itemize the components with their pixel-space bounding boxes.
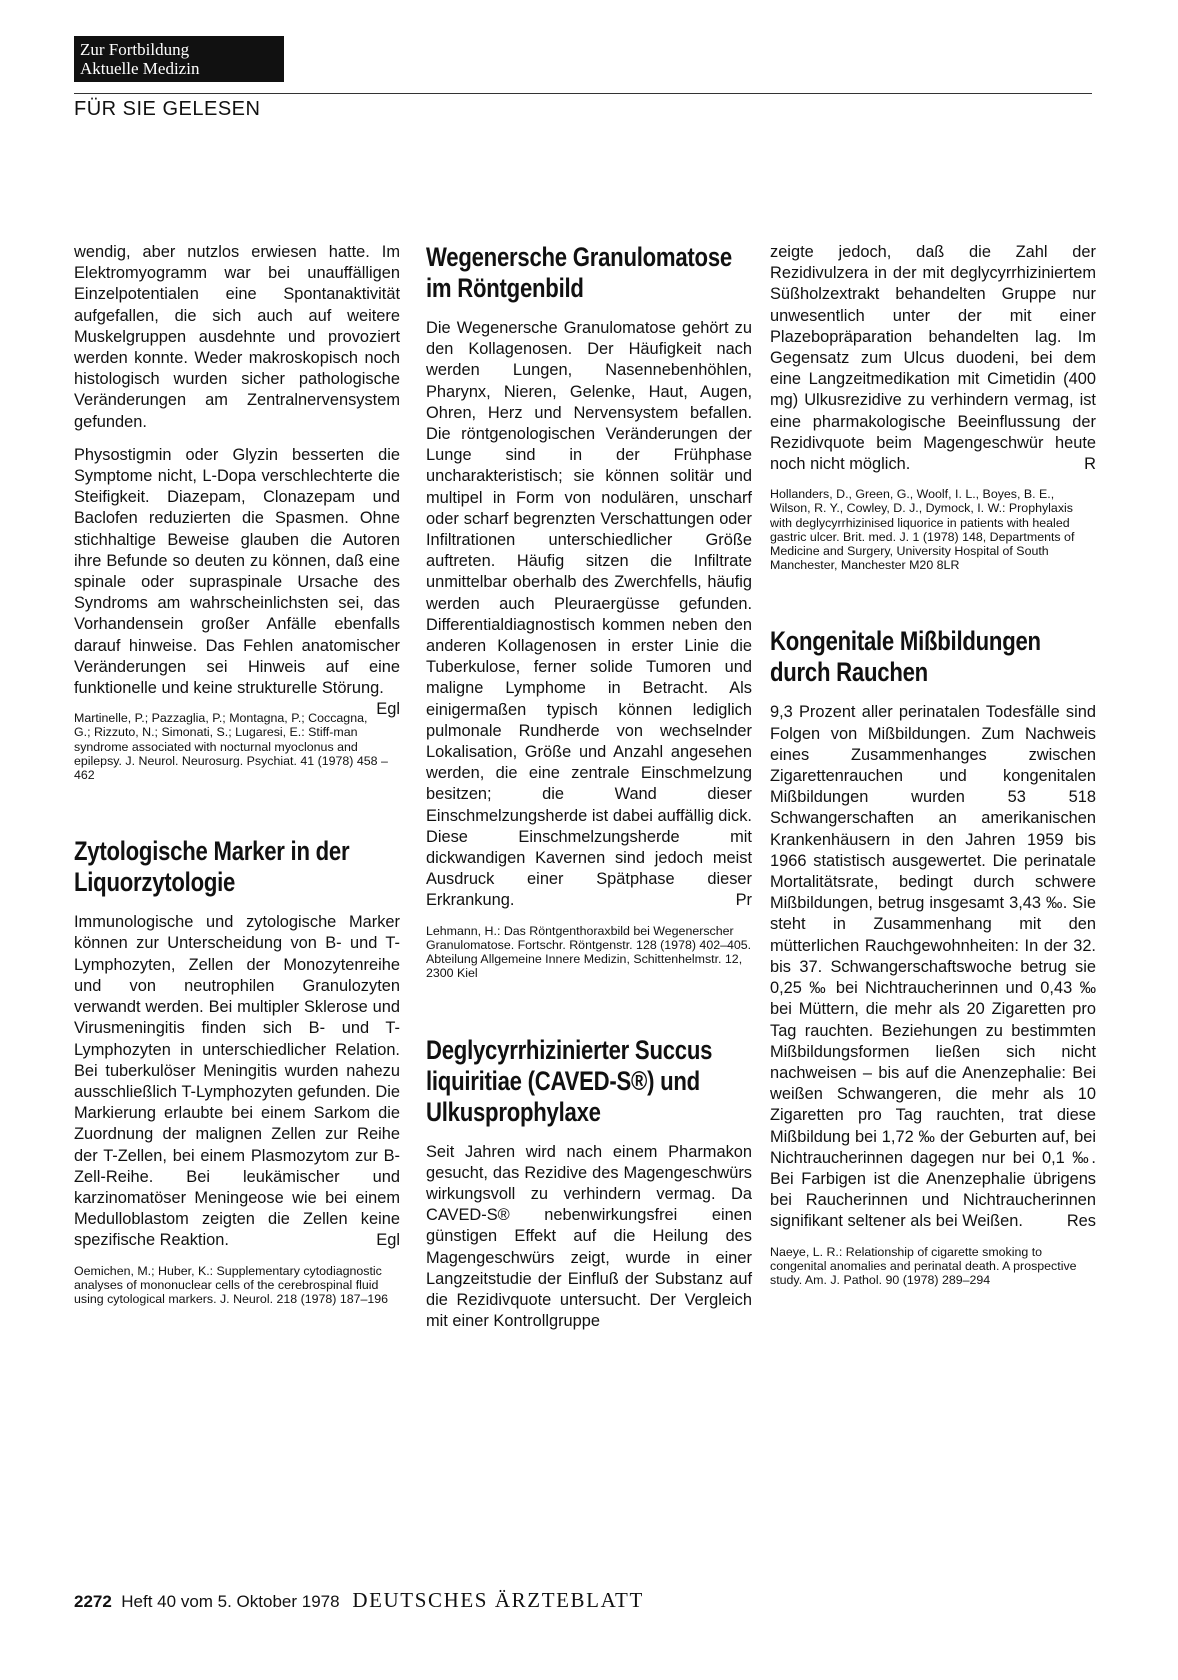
article-2-heading: Zytologische Marker in der Liquorzytologie	[74, 836, 350, 898]
article-4-heading: Deglycyrrhizinierter Succus liquiritiae (CAVED-S®) und Ulkusprophylaxe	[426, 1034, 713, 1127]
header-line-1: Zur Fortbildung	[80, 40, 190, 59]
article-2-paragraph	[74, 912, 400, 1251]
article-5-heading: Kongenitale Mißbildungen durch Rauchen	[770, 626, 1041, 688]
header-rule	[74, 93, 1092, 94]
article-4-continuation-text: zeigte jedoch, daß die Zahl der Rezidivulzera in der mit deglycyrrhiziniertem Süßholzextrakt behandelten Gruppe nur unwesentlich unter der mit einer Plazebopräparation behandelten lag. Im Gegensatz zum Ulcus duodeni, bei dem eine Langzeitmedikation mit Cimetidin (400 mg) Ulkusrezidive zu verhindern vermag, ist eine pharmakologische Beeinflussung der Rezidivquote beim Magengeschwür heute noch nicht möglich.	[770, 243, 1096, 474]
article-3-paragraph	[426, 318, 752, 912]
article-1-paragraph-1: wendig, aber nutzlos erwiesen hatte. Im Elektromyogramm war bei unauffälligen Einzelpotentialen eine Spontanaktivität aufgefallen, die sich auch auf weitere Muskelgruppen ausdehnte und provoziert werden konnte. Weder makroskopisch noch histologisch wurden sicher pathologische Veränderungen am Zentralnervensystem gefunden.	[74, 243, 400, 431]
article-1-paragraph-2-text: Physostigmin oder Glyzin besserten die Symptome nicht, L-Dopa verschlechterte die Steifigkeit. Diazepam, Clonazepam und Baclofen reduzierten die Spasmen. Ohne stichhaltige Beweise glauben die Autoren ihre Befunde so deuten zu können, daß eine spinale oder supraspinale Ursache des Syndroms am wahrscheinlichsten sei, das Vorhandensein großer Anfälle ebenfalls darauf hinweise. Das Fehlen anatomischer Veränderungen sei Hinweis auf eine funktionelle und keine strukturelle Störung.	[74, 445, 400, 698]
section-header-box	[74, 36, 284, 82]
article-2-paragraph-text: Immunologische und zytologische Marker können zur Unterscheidung von B- und T-Lymphozyten, Zellen der Monozytenreihe und von neutrophilen Granulozyten verwandt werden. Bei multipler Sklerose und Virusmeningitis finden sich B- und T-Lymphozyten in unterschiedlicher Relation. Bei tuberkulöser Meningitis wurden nahezu ausschließlich T-Lymphozyten gefunden. Die Markierung erlaubte bei einem Sarkom die Zuordnung der malignen Zellen zur Reihe der T-Zellen, bei einem Plasmozytom zur B-Zell-Reihe. Bei leukämischer und karzinomatöser Meningeose wie bei einem Medulloblastom zeigten die Zellen keine spezifische Reaktion.	[74, 913, 400, 1250]
article-5-paragraph-text: 9,3 Prozent aller perinatalen Todesfälle sind Folgen von Mißbildungen. Zum Nachweis eines Zusammenhanges zwischen Zigarettenrauchen und kongenitalen Mißbildungen wurden 53 518 Schwangerschaften an amerikanischen Krankenhäusern in den Jahren 1959 bis 1966 statistisch ausgewertet. Die perinatale Mortalitätsrate, bedingt durch schwere Mißbildungen, betrug insgesamt 3,43 ‰. Sie steht in Zusammenhang mit den mütterlichen Rauchgewohnheiten: In der 32. bis 37. Schwangerschaftswoche betrug sie 0,25 ‰ bei Nichtraucherinnen und 0,43 ‰ bei Müttern, die mehr als 20 Zigaretten pro Tag rauchten. Beziehungen zu bestimmten Mißbildungsformen ließen sich nicht nachweisen – bis auf die Anenzephalie: Bei weißen Schwangeren, die mehr als 10 Zigaretten pro Tag rauchten, trat diese Mißbildung bei 1,72 ‰ der Geburten auf, bei Nichtraucherinnen dagegen nur bei 0,1 ‰. Bei Farbigen ist die Anenzephalie übrigens bei Raucherinnen und Nichtraucherinnen signifikant seltener als bei Weißen.	[770, 703, 1096, 1231]
header-line-2: Aktuelle Medizin	[80, 59, 200, 78]
journal-name: DEUTSCHES ÄRZTEBLATT	[352, 1588, 644, 1612]
article-5-paragraph	[770, 702, 1096, 1232]
article-3-heading: Wegenersche Granulomatose im Röntgenbild	[426, 242, 732, 303]
article-1-reference: Martinelle, P.; Pazzaglia, P.; Montagna, P.; Coccagna, G.; Rizzuto, N.; Simonati, S.; Lugaresi, E.: Stiff-man syndrome associated with nocturnal myoclonus and epilepsy. J. Neurol. Neurosurg. Psychiat. 41 (1978) 458 – 462	[74, 711, 388, 783]
article-4-signature: R	[1084, 455, 1096, 474]
section-label: FÜR SIE GELESEN	[74, 98, 261, 120]
article-5-signature: Res	[1066, 1212, 1096, 1231]
article-4-reference: Hollanders, D., Green, G., Woolf, I. L., Boyes, B. E., Wilson, R. Y., Cowley, D. J., Dymock, I. W.: Prophylaxis with deglycyrrhizinised liquorice in patients with healed gastric ulcer. Brit. med. J. 1 (1978) 148, Departments of Medicine and Surgery, University Hospital of South Manchester, Manchester M20 8LR	[770, 487, 1075, 573]
article-1-paragraph-2	[74, 445, 400, 719]
article-2-signature: Egl	[376, 1231, 400, 1250]
page-footer	[74, 1588, 644, 1613]
issue-info: Heft 40 vom 5. Oktober 1978	[121, 1592, 340, 1611]
column-3	[770, 242, 1096, 1287]
article-4-continuation	[770, 242, 1096, 475]
article-5-reference: Naeye, L. R.: Relationship of cigarette smoking to congenital anomalies and perinatal death. A prospective study. Am. J. Pathol. 90 (1978) 289–294	[770, 1244, 1077, 1287]
article-1-signature: Egl	[376, 700, 400, 719]
article-3-paragraph-text: Die Wegenersche Granulomatose gehört zu den Kollagenosen. Der Häufigkeit nach werden Lungen, Nasennebenhöhlen, Pharynx, Nieren, Gelenke, Haut, Augen, Ohren, Herz und Nervensystem befallen. Die röntgenologischen Veränderungen der Lunge sind in der Frühphase uncharakteristisch; sie können solitär und multipel in Form von nodulären, unscharf oder scharf begrenzten Verschattungen oder Infiltrationen unterschiedlicher Größe auftreten. Häufig sitzen die Infiltrate unmittelbar oberhalb des Zwerchfells, häufig werden auch Pleuraergüsse gefunden. Differentialdiagnostisch kommen neben den anderen Kollagenosen in erster Linie die Tuberkulose, ferner solide Tumoren und maligne Lymphome in Betracht. Als einigermaßen typisch können lediglich pulmonale Rundherde von wechselnder Lokalisation, Größe und Anzahl angesehen werden, die eine zentrale Einschmelzung besitzen; die Wand dieser Einschmelzungsherde ist dabei auffällig dick. Diese Einschmelzungsherde mit dickwandigen Kavernen sind jedoch meist Ausdruck einer Spätphase dieser Erkrankung.	[426, 319, 752, 910]
article-2-reference: Oemichen, M.; Huber, K.: Supplementary cytodiagnostic analyses of mononuclear cells of the cerebrospinal fluid using cytological markers. J. Neurol. 218 (1978) 187–196	[74, 1263, 389, 1306]
column-2	[426, 242, 752, 1344]
article-3-signature: Pr	[735, 891, 752, 910]
column-1	[74, 242, 400, 1306]
page-number: 2272	[74, 1592, 112, 1611]
article-3-reference: Lehmann, H.: Das Röntgenthoraxbild bei Wegenerscher Granulomatose. Fortschr. Röntgenstr. 128 (1978) 402–405. Abteilung Allgemeine Innere Medizin, Schittenhelmstr. 12, 2300 Kiel	[426, 923, 752, 981]
article-4-paragraph: Seit Jahren wird nach einem Pharmakon gesucht, das Rezidive des Magengeschwürs wirkungsvoll zu verhindern vermag. Da CAVED-S® nebenwirkungsfrei einen günstigen Effekt auf die Heilung des Magengeschwürs zeigt, wurde in einer Langzeitstudie der Einfluß der Substanz auf die Rezidivquote untersucht. Der Vergleich mit einer Kontrollgruppe	[426, 1142, 752, 1331]
